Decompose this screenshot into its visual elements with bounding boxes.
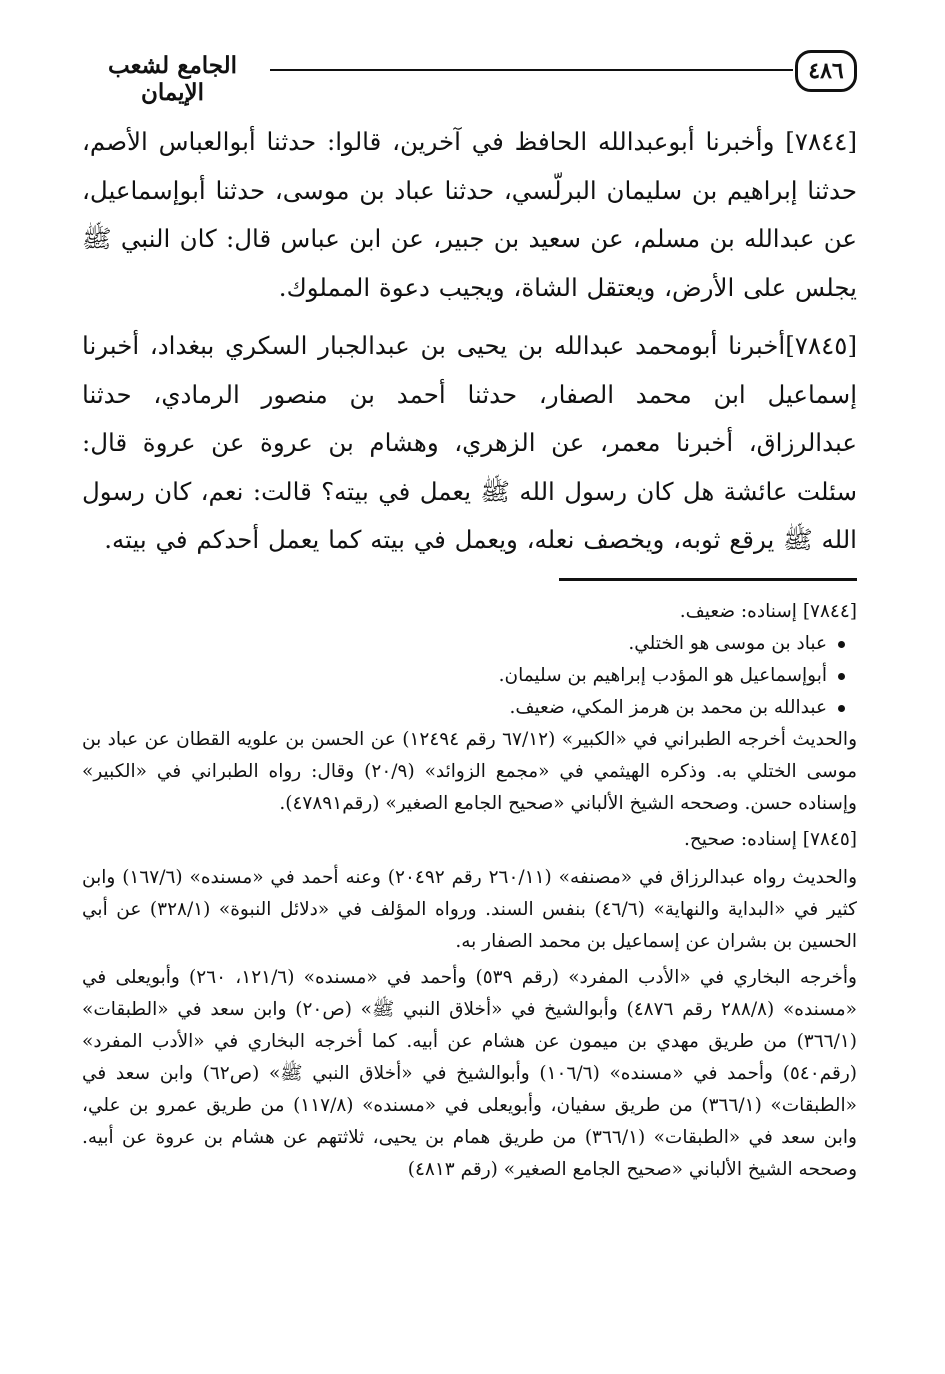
hadith-text: وأخبرنا أبوعبدالله الحافظ في آخرين، قالوا: حدثنا أبوالعباس الأصم، حدثنا إبراهيم بن سليمان البرلّسي، حدثنا عباد بن موسى، حدثنا أبوإسماعيل، عن عبدالله بن مسلم، عن سعيد بن جبير، عن ابن عباس قال: كان النبي ﷺ يجلس على الأرض، ويعتقل الشاة، ويجيب دعوة المملوك. (82, 127, 857, 302)
hadith-number: [٧٨٤٤] (785, 127, 857, 156)
footnote-bullet: عباد بن موسى هو الختلي. (82, 628, 845, 660)
footnotes (82, 592, 857, 1186)
footnote-separator (559, 578, 857, 581)
footnote-paragraph: والحديث رواه عبدالرزاق في «مصنفه» (٢٦٠/١١ رقم ٢٠٤٩٢) وعنه أحمد في «مسنده» (١٦٧/٦) وابن كثير في «البداية والنهاية» (٤٦/٦) بنفس السند. ورواه المؤلف في «دلائل النبوة» (٣٢٨/١) عن أبي الحسين بن بشران عن إسماعيل بن محمد الصفار به. (82, 867, 857, 952)
hadith-paragraph (82, 322, 857, 565)
page-number: ٤٨٦ (795, 50, 857, 92)
footnote-heading: [٧٨٤٥] إسناده: صحيح. (683, 829, 857, 850)
header-rule (270, 69, 793, 71)
hadith-text: أخبرنا أبومحمد عبدالله بن يحيى بن عبدالجبار السكري ببغداد، أخبرنا إسماعيل ابن محمد الصفار، حدثنا أحمد بن منصور الرمادي، حدثنا عبدالرزاق، أخبرنا معمر، عن الزهري، وهشام بن عروة عن عروة قال: سئلت عائشة هل كان رسول الله ﷺ يعمل في بيته؟ قالت: نعم، كان رسول الله ﷺ يرقع ثوبه، ويخصف نعله، ويعمل في بيته كما يعمل أحدكم في بيته. (82, 331, 857, 554)
footnote-paragraph: والحديث أخرجه الطبراني في «الكبير» (٦٧/١٢ رقم ١٢٤٩٤) عن الحسن بن علويه القطان عن عباد بن موسى الختلي به. وذكره الهيثمي في «مجمع الزوائد» (٢٠/٩) وقال: رواه الطبراني في «الكبير» وإسناده حسن. وصححه الشيخ الألباني «صحيح الجامع الصغير» (رقم٤٧٨٩١). (82, 729, 858, 814)
footnote-bullet-list (82, 628, 857, 724)
footnote-bullet: عبدالله بن محمد بن هرمز المكي، ضعيف. (82, 692, 845, 724)
main-text (82, 118, 857, 575)
running-title: الجامع لشعب الإيمان (107, 52, 238, 106)
footnote-heading: [٧٨٤٤] إسناده: ضعيف. (679, 601, 857, 622)
footnote-bullet: أبوإسماعيل هو المؤدب إبراهيم بن سليمان. (82, 660, 845, 692)
hadith-number: [٧٨٤٥] (785, 331, 857, 360)
hadith-paragraph (82, 118, 857, 312)
page-header (80, 40, 857, 106)
footnote-paragraph: وأخرجه البخاري في «الأدب المفرد» (رقم ٥٣٩) وأحمد في «مسنده» (١٢١/٦، ٢٦٠) وأبويعلى في «مسنده» (٢٨٨/٨ رقم ٤٨٧٦) وأبوالشيخ في «أخلاق النبي ﷺ» (ص٢٠) وابن سعد في «الطبقات» (٣٦٦/١) من طريق مهدي بن ميمون عن هشام عن أبيه. كما أخرجه البخاري في «الأدب المفرد» (رقم٥٤٠) وأحمد في «مسنده» (١٠٦/٦) وأبوالشيخ في «أخلاق النبي ﷺ» (ص٦٢) وابن سعد في «الطبقات» (٣٦٦/١) من طريق سفيان، وأبويعلى في «مسنده» (١١٧/٨) من طريق عمرو بن علي، وابن سعد في «الطبقات» (٣٦٦/١) من طريق همام بن يحيى، ثلاثتهم عن هشام بن عروة عن أبيه. وصححه الشيخ الألباني «صحيح الجامع الصغير» (رقم ٤٨١٣) (82, 967, 857, 1180)
